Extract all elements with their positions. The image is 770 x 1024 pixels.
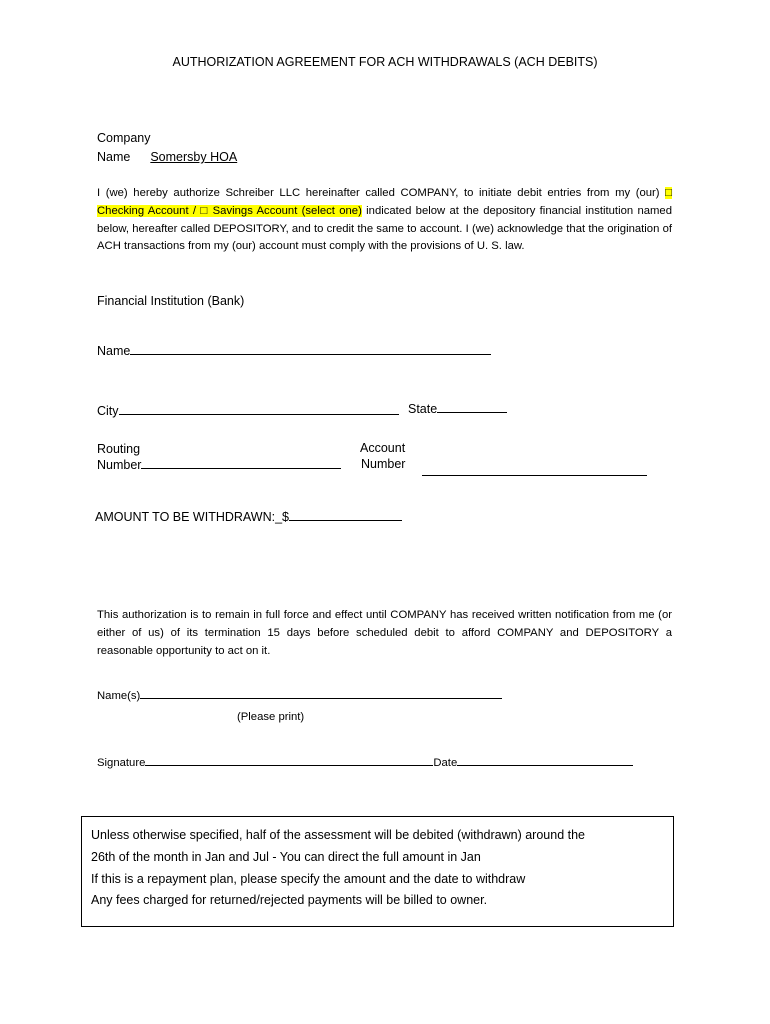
company-label: Company: [97, 131, 151, 145]
company-name-label: Name: [97, 150, 131, 164]
routing-label-2: Number: [97, 458, 142, 472]
routing-label-1: Routing: [97, 442, 141, 456]
company-name-row: [97, 150, 399, 164]
notice-line-3: If this is a repayment plan, please specify the amount and the date to withdraw: [91, 872, 526, 886]
authorization-text-2: indicated below at the depository financial institution named below, hereafter called DEPOSITORY, and to credit the same to account. I (we) acknowledge that the origination of ACH transactions from my (our) account must comply with the provisions of U. S. law.: [97, 204, 672, 253]
bank-heading: Financial Institution (Bank): [97, 294, 245, 308]
routing-number-field[interactable]: [141, 467, 341, 469]
date-label: Date: [433, 757, 458, 769]
notice-box: [81, 816, 674, 927]
authorization-text-1: I (we) hereby authorize Schreiber LLC hereinafter called COMPANY, to initiate debit entries from my (our): [97, 187, 666, 199]
notice-line-4: Any fees charged for returned/rejected payments will be billed to owner.: [91, 893, 488, 907]
names-field[interactable]: [140, 697, 502, 699]
state-field[interactable]: [437, 411, 507, 413]
form-title: AUTHORIZATION AGREEMENT FOR ACH WITHDRAWALS (ACH DEBITS): [172, 55, 598, 69]
account-label-1: Account: [360, 441, 406, 455]
bank-name-field[interactable]: [130, 353, 491, 355]
signature-row: [97, 757, 633, 769]
city-row: [97, 404, 399, 418]
notice-line-2: 26th of the month in Jan and Jul - You can direct the full amount in Jan: [91, 850, 481, 864]
bank-name-label: Name: [97, 344, 131, 358]
city-label: City: [97, 404, 119, 418]
account-label-2: Number: [361, 457, 406, 471]
amount-field[interactable]: [289, 519, 402, 521]
state-label: State: [408, 402, 438, 416]
amount-label: AMOUNT TO BE WITHDRAWN:_$: [95, 510, 290, 524]
account-type-selection[interactable]: □ Checking Account / □ Savings Account (select one): [97, 187, 672, 217]
signature-field[interactable]: [145, 764, 433, 766]
bank-name-row: [97, 344, 491, 358]
date-field[interactable]: [457, 764, 633, 766]
authorization-paragraph: [97, 185, 672, 256]
city-field[interactable]: [119, 413, 399, 415]
routing-row: [97, 458, 341, 472]
names-row: [97, 690, 502, 702]
validity-paragraph: This authorization is to remain in full force and effect until COMPANY has received written notification from me (or either of us) of its termination 15 days before scheduled debit to afford COMPANY and DEPOSITORY a reasonable opportunity to act on it.: [97, 609, 672, 657]
amount-row: [95, 510, 402, 524]
print-note: (Please print): [237, 711, 305, 723]
names-label: Name(s): [97, 690, 141, 702]
state-row: [408, 402, 507, 416]
signature-label: Signature: [97, 757, 146, 769]
notice-line-1: Unless otherwise specified, half of the assessment will be debited (withdrawn) around the: [91, 828, 586, 842]
company-name-value: Somersby HOA: [150, 150, 238, 164]
company-name-field[interactable]: [130, 150, 399, 164]
account-number-field[interactable]: [422, 475, 647, 476]
